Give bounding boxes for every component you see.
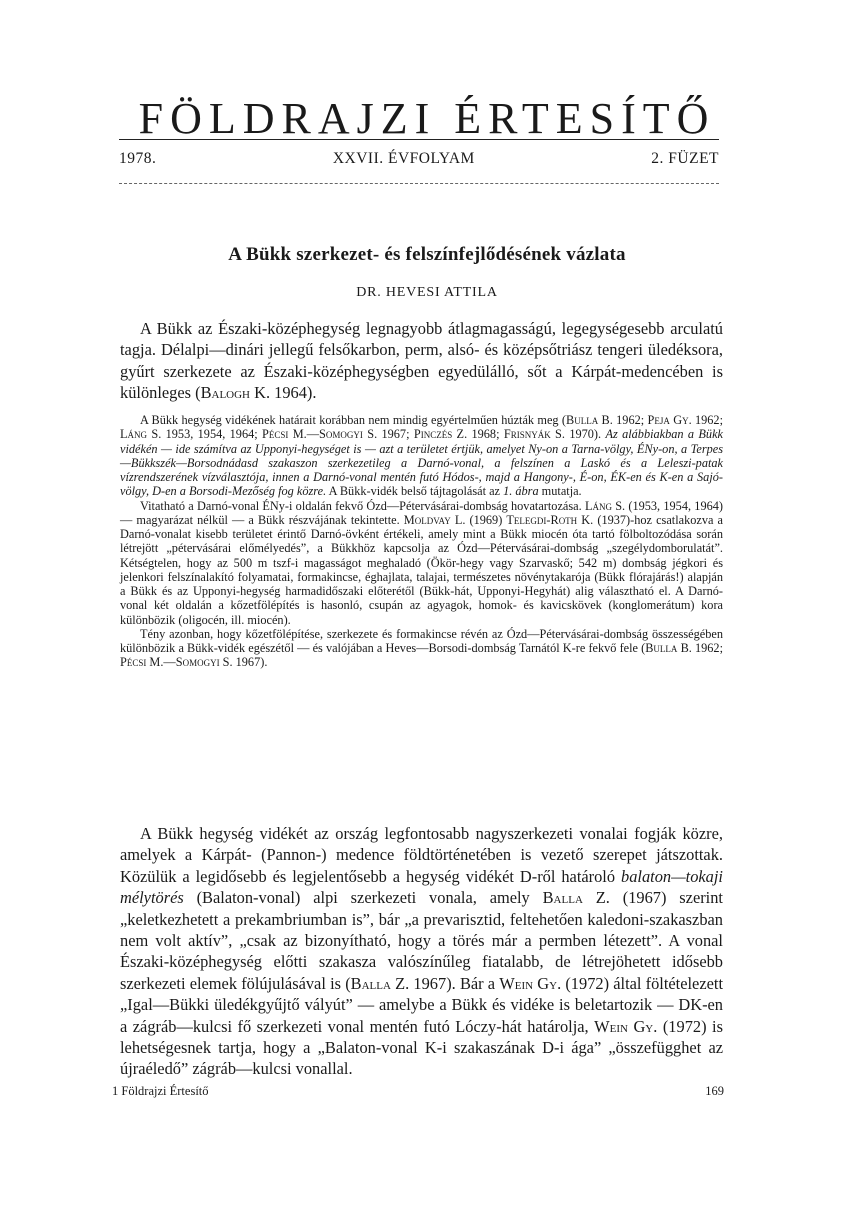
author-name: Wein Gy [499,973,558,993]
page-number: 169 [705,1084,724,1098]
issue-volume: XXVII. ÉVFOLYAM [332,150,475,167]
footer-signature: 1 Földrajzi Értesítő [112,1084,209,1098]
author-name: Pécsi [262,427,289,442]
issue-year: 1978. [119,150,157,167]
page-footer [112,1084,724,1099]
text-run: M.— [288,427,320,442]
intro-paragraph-block [120,318,723,404]
text-run: Z. (1967) szerint „keletkezhetett a prekambriumban is”, bár „a prevarisztid, feltehetően kaledoni-szakaszban nem volt aktív”, „csak az bizonyítható, hogy a törés már a permben létezett”. A vonal Északi-középhegység előtti szakasza valószínűleg fiatalabb, de létrejöhetett idősebb szerkezeti elemek fölújulásával is ( [120,888,723,993]
small-print-block [120,413,723,670]
italic-definition: Az alábbiakban a Bükk vidékén — ide számítva az Upponyi-hegységet is — azt a területet értjük, amelyet Ny-on a Tarna-völgy, ÉNy-on, a Terpes—Bükkszék—Borsodnádasd szakaszon szerkezetileg a Darnó-vonal, a felszínen a Laskó és a Leleszi-patak vízrendszerének vízválasztója, innen a Darnó-vonal mentén futó Hódos-, majd a Hangony-, É-on, ÉK-en és K-en a Sajó-völgy, D-en a Borsodi-Mezőség fog közre. [120,427,723,499]
author-name: Láng [120,427,148,442]
italic-term: balaton—tokaji mélytörés [120,866,723,908]
text-run: K. (1937)-hoz csatlakozva a Darnó-vonalat kisebb területet érintő Darnó-övként értékeli, amely mint a Bükk miocén óta tartó fölboltozódása során létrejött „pétervásárai előmélyedés”, a Bükkhöz kapcsolja az Ózd—Pétervásárai-dombság „szegélydomborulatát”. Kétségtelen, hogy az 500 m tszf-i magasságot meghaladó (Ökör-hegy vagy Szarvaskő; 542 m) dombság jégkori és jelenkori felszínalakító folyamatai, formakincse, éghajlata, talajai, természetes növénytakarója (Bükk flórajárás!) alapján a Bükk és az Upponyi-hegység harmadidőszaki előterétől (Bükk-hát, Upponyi-Hegyhát) alig választható el. A Darnó-vonal két oldalán a kőzetfölépítés is hasonló, csupán az agyagok, homok- és kavicskövek (konglomerátum) kora különbözik (oligocén, ill. miocén). [120,512,723,627]
text-run: . 1962; [688,413,724,427]
small-paragraph-3 [120,627,723,670]
text-run: M.— [146,655,176,670]
text-run: B. 1962; [677,641,723,655]
figure-reference: 1. ábra [503,484,539,499]
text-run: Vitatható a Darnó-vonal ÉNy-i oldalán fekvő Ózd—Pétervásárai-dombság hovatartozása. [140,498,585,513]
text-run: A Bükk hegység vidékének határait korábban nem mindig egyértelműen húzták meg ( [140,413,566,427]
text-run: K. 1964). [250,383,317,403]
author-name: Balla [542,888,583,908]
author-name: Pécsi [120,655,147,670]
author-name: Somogyi [175,655,220,670]
intro-paragraph [120,318,723,404]
text-run: A Bükk hegység vidékét az ország legfontosabb nagyszerkezeti vonalai fogják közre, amelyek a Kárpát- (Pannon-) medence földtörténetében is vezető szerepet játszottak. Közülük a legidősebb és legjelentősebb a hegység vidékét D-ről határoló [120,824,723,886]
text-run: Z. 1967). Bár a [390,973,500,993]
article-title: A Bükk szerkezet- és felszínfejlődésének vázlata [228,244,626,265]
issue-number: 2. FÜZET [651,150,719,167]
author-name: Somogyi [319,427,363,442]
text-run: A Bükk az Északi-középhegység legnagyobb átlagmagasságú, legegységesebb arculatú tagja. Délalpi—dinári jellegű felsőkarbon, perm, alsó- és középsőtriász tengeri üledéksora, gyűrt szerkezete az Északi-középhegységben egyedülálló, sőt a Kárpát-medencében is különleges ( [120,319,723,403]
masthead-top-rule [119,139,719,140]
text-run: B. 1962; [598,413,648,427]
author-name: Pinczés [413,427,453,442]
text-run: (Balaton-vonal) alpi szerkezeti vonala, amely [183,888,543,908]
small-paragraph-1 [120,413,723,499]
main-paragraph-block [120,823,723,1080]
small-paragraph-2 [120,499,723,627]
text-run: Tény azonban, hogy kőzetfölépítése, szerkezete és formakincse révén az Ózd—Pétervásárai-dombság összességében különbözik a Bükk-vidék egészétől — és valójában a Heves—Borsodi-dombság Tarnától K-re fekvő fele ( [120,626,723,655]
text-run: L. (1969) [450,512,507,527]
text-run: S. 1967; [362,427,414,442]
text-run: . (1972) is lehetségesnek tartja, hogy a „Balaton-vonal K-i szakaszának D-i ága” „összefügghet az újraéledő” zágráb—kulcsi vonallal. [120,1016,723,1079]
text-run: S. (1953, 1954, 1964) — magyarázat nélkül — a Bükk részvájának tekintette. [120,498,723,527]
author-name: Peja Gy [647,413,689,427]
author-name: Moldvay [403,512,451,527]
article-author: DR. HEVESI ATTILA [356,285,498,300]
author-name: Bulla [645,641,678,655]
author-name: Telegdi-Roth [506,512,578,527]
author-name: Balla [350,973,391,993]
text-run: S. 1967). [219,655,268,670]
masthead-title: FÖLDRAJZI ÉRTESÍTŐ [138,94,716,143]
masthead-bottom-rule [119,183,719,184]
text-run: S. 1970). [550,427,606,442]
issue-line [119,150,719,168]
author-name: Balogh [200,383,251,403]
text-run: Z. 1968; [452,427,504,442]
author-name: Frisnyák [503,427,551,442]
text-run: . (1972) által föltételezett „Igal—Bükki üledékgyűjtő vályút” — amelybe a Bükk és vidéke is beletartozik — DK-en a zágráb—kulcsi fő szerkezeti vonal mentén futó Lóczy-hát határolja, [120,973,723,1036]
text-run: S. 1953, 1954, 1964; [147,427,263,442]
main-paragraph [120,823,723,1080]
author-name: Bulla [566,413,599,427]
text-run: mutatja. [538,484,582,499]
author-name: Láng [584,498,612,513]
text-run: A Bükk-vidék belső tájtagolását az [326,484,504,499]
author-name: Wein Gy [594,1016,654,1036]
